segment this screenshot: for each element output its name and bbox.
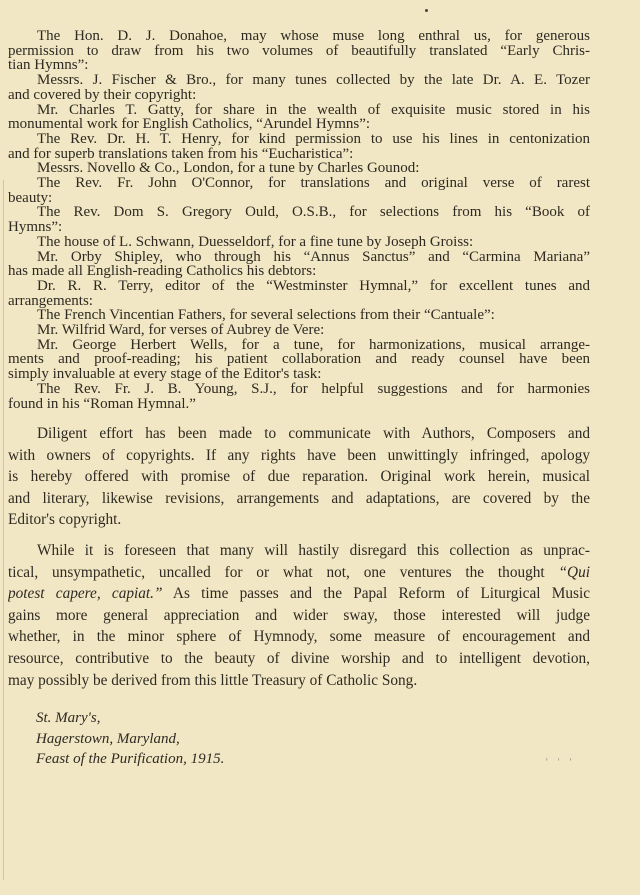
text-line: potest capere, capiat.” As time passes and the Papal Reform of Liturgical Music bbox=[8, 585, 590, 603]
ack-paragraph bbox=[8, 323, 590, 338]
text-line: resource, contributive to the beauty of divine worship and to intelligent devotion, bbox=[8, 649, 590, 667]
text-line: tian Hymns”: bbox=[8, 58, 89, 74]
page-gutter-shadow bbox=[3, 180, 4, 880]
text-line: permission to draw from his two volumes of beautifully translated “Early Chris- bbox=[8, 43, 590, 59]
ack-paragraph bbox=[8, 176, 590, 205]
text-line: The French Vincentian Fathers, for several selections from their “Cantuale”: bbox=[37, 308, 495, 324]
text-line: ments and proof-reading; his patient collaboration and ready counsel have been bbox=[8, 352, 590, 368]
body-paragraph bbox=[8, 423, 590, 531]
ack-paragraph bbox=[8, 338, 590, 382]
text-line: Editor's copyright. bbox=[8, 511, 122, 529]
text-line: Diligent effort has been made to communicate with Authors, Composers and bbox=[37, 425, 590, 442]
ack-paragraph bbox=[8, 279, 590, 308]
text-line: Mr. Charles T. Gatty, for share in the wealth of exquisite music stored in his bbox=[37, 102, 590, 118]
text-line: tical, unsympathetic, uncalled for or what not, one ventures the thought “Qui bbox=[8, 563, 590, 581]
print-marks: ' ' ' bbox=[546, 757, 576, 767]
text-line: monumental work for English Catholics, “Arundel Hymns”: bbox=[8, 117, 371, 132]
text-line: and for superb translations taken from his “Eucharistica”: bbox=[8, 146, 354, 162]
text-line: gains more general appreciation and wider sway, those interested will judge bbox=[8, 606, 590, 624]
text-line: Messrs. Novello & Co., London, for a tune by Charles Gounod: bbox=[37, 161, 420, 177]
text-line: The Rev. Fr. J. B. Young, S.J., for helpful suggestions and for harmonies bbox=[37, 381, 590, 397]
text-line: whether, in the minor sphere of Hymnody, some measure of encouragement and bbox=[8, 628, 590, 646]
text-line: Hymns”: bbox=[8, 220, 63, 235]
ack-paragraph bbox=[8, 308, 590, 323]
ack-paragraph bbox=[8, 132, 590, 161]
ack-paragraph bbox=[8, 382, 590, 411]
print-speck bbox=[425, 9, 428, 12]
ack-paragraph bbox=[8, 250, 590, 279]
signature-block bbox=[36, 708, 224, 770]
text-line: and covered by their copyright: bbox=[8, 87, 197, 103]
text-line: Mr. George Herbert Wells, for a tune, for harmonizations, musical arrange- bbox=[37, 337, 590, 353]
ack-paragraph bbox=[8, 29, 590, 73]
ack-paragraph bbox=[8, 161, 590, 176]
text-line: with owners of copyrights. If any rights have been unwittingly infringed, apology bbox=[8, 446, 590, 464]
text-line: is hereby offered with promise of due reparation. Original work herein, musical bbox=[8, 468, 590, 486]
text-line: Mr. Orby Shipley, who through his “Annus Sanctus” and “Carmina Mariana” bbox=[37, 249, 590, 265]
text-line: While it is foreseen that many will hastily disregard this collection as unprac- bbox=[37, 541, 590, 559]
signature-place: St. Mary's, bbox=[36, 710, 101, 726]
signature-location: Hagerstown, Maryland, bbox=[36, 730, 180, 747]
text-line: has made all English-reading Catholics his debtors: bbox=[8, 264, 317, 279]
ack-paragraph bbox=[8, 205, 590, 234]
body-paragraph bbox=[8, 540, 590, 691]
text-line: The house of L. Schwann, Duesseldorf, for a fine tune by Joseph Groiss: bbox=[37, 234, 474, 250]
text-line: arrangements: bbox=[8, 293, 93, 309]
text-line: The Rev. Dom S. Gregory Ould, O.S.B., for selections from his “Book of bbox=[37, 205, 590, 221]
acknowledgments-section bbox=[8, 29, 590, 411]
text-line: and literary, likewise revisions, arrangements and adaptations, are covered by the bbox=[8, 489, 590, 507]
body-text-section bbox=[8, 423, 590, 691]
text-line: The Rev. Fr. John O'Connor, for translations and original verse of rarest bbox=[37, 176, 590, 191]
text-line: beauty: bbox=[8, 190, 53, 206]
text-line: may possibly be derived from this little Treasury of Catholic Song. bbox=[8, 671, 418, 689]
text-line: found in his “Roman Hymnal.” bbox=[8, 396, 196, 412]
signature-date: Feast of the Purification, 1915. bbox=[36, 751, 225, 767]
text-line: simply invaluable at every stage of the Editor's task: bbox=[8, 367, 322, 382]
ack-paragraph bbox=[8, 235, 590, 250]
text-line: The Rev. Dr. H. T. Henry, for kind permission to use his lines in centonization bbox=[37, 131, 590, 147]
text-line: Dr. R. R. Terry, editor of the “Westminster Hymnal,” for excellent tunes and bbox=[37, 278, 590, 294]
ack-paragraph bbox=[8, 73, 590, 102]
text-line: Messrs. J. Fischer & Bro., for many tunes collected by the late Dr. A. E. Tozer bbox=[37, 73, 590, 88]
text-line: The Hon. D. J. Donahoe, may whose muse long enthral us, for generous bbox=[37, 29, 590, 44]
ack-paragraph bbox=[8, 103, 590, 132]
text-line: Mr. Wilfrid Ward, for verses of Aubrey de Vere: bbox=[37, 323, 325, 338]
